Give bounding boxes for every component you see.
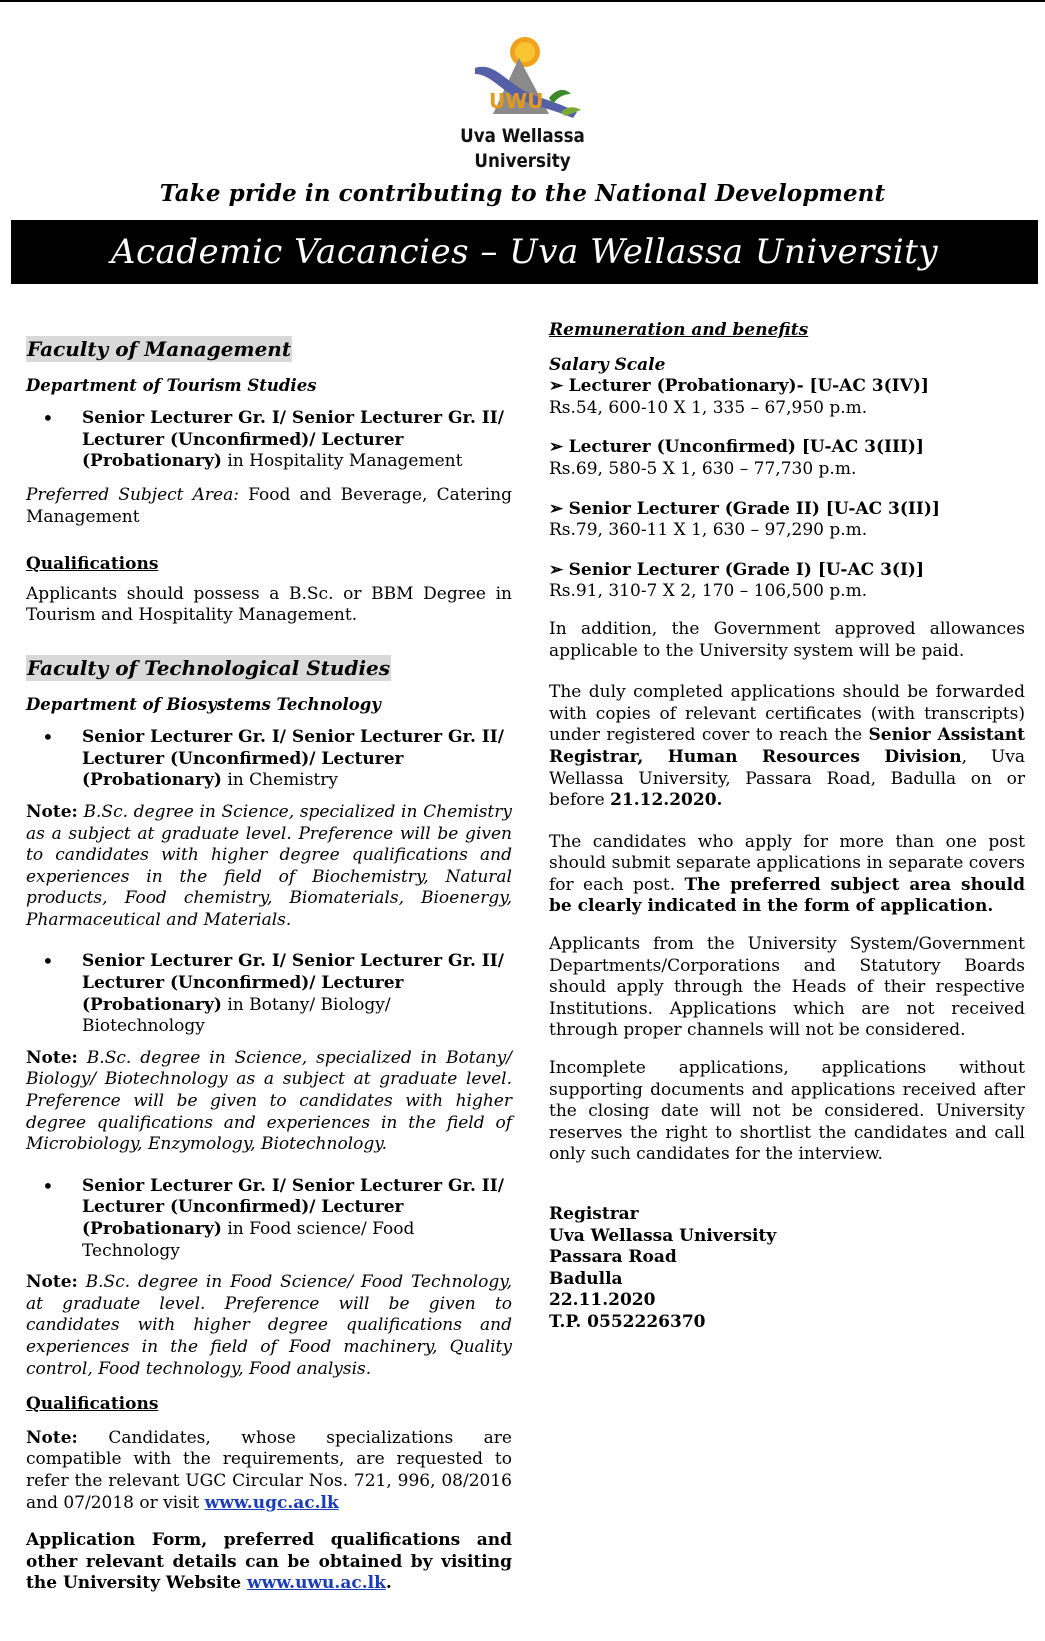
closing-date: 21.12.2020.: [610, 790, 723, 811]
forward-paragraph: The duly completed applications should be forwarded with copies of relevant certificates (with transcripts) under registered cover to reach the Senior Assistant Registrar, Human Resources Division, Uva Wellassa University, Passara Road, Badulla on or before 21.12.2020.: [549, 682, 1025, 811]
bullet-icon: •: [42, 725, 54, 750]
faculty-management-section: [26, 336, 512, 627]
bullet-icon: •: [42, 406, 54, 431]
post-item: [26, 951, 512, 1037]
title-banner: [11, 220, 1038, 284]
signoff-road: Passara Road: [549, 1247, 677, 1268]
post-note: [26, 802, 512, 932]
left-column: [26, 336, 512, 1595]
post-title: Senior Lecturer Gr. I/ Senior Lecturer Gr. II/ Lecturer (Unconfirmed)/ Lecturer (Probationary): [82, 1175, 504, 1239]
preferred-subject: [26, 485, 512, 528]
post-item: [26, 727, 512, 792]
post-title: Senior Lecturer Gr. I/ Senior Lecturer Gr. II/ Lecturer (Unconfirmed)/ Lecturer (Probationary): [82, 951, 504, 1015]
ugc-website-link[interactable]: www.ugc.ac.lk: [204, 1492, 339, 1513]
qualifications-note: [26, 1428, 512, 1514]
banner-title: Academic Vacancies – Uva Wellassa University: [110, 232, 939, 272]
application-form-text: Application Form, preferred qualifications and other relevant details can be obtained by visiting the University Website: [26, 1530, 512, 1594]
arrow-icon: ➢: [549, 498, 564, 519]
salary-scale-item: [549, 437, 1025, 480]
faculty-tech-heading: Faculty of Technological Studies: [27, 655, 391, 680]
post-note: [26, 1048, 512, 1156]
post-subject: in Food science/ Food Technology: [82, 1219, 415, 1261]
salary-scale-title: Senior Lecturer (Grade II) [U-AC 3(II)]: [568, 498, 940, 519]
remuneration-heading: Remuneration and benefits: [549, 320, 809, 340]
svg-text:UWU: UWU: [488, 89, 544, 113]
signoff-city: Badulla: [549, 1268, 623, 1289]
allowances-paragraph: In addition, the Government approved allowances applicable to the University system will be paid.: [549, 618, 1025, 661]
application-form-info: Application Form, preferred qualifications and other relevant details can be obtained by visiting the University Website www.uwu.ac.lk.: [26, 1530, 512, 1594]
qualifications-heading: Qualifications: [26, 1394, 159, 1415]
qualifications-text: Applicants should possess a B.Sc. or BBM Degree in Tourism and Hospitality Management.: [26, 583, 512, 626]
post-note: [26, 1272, 512, 1380]
signoff-block: [549, 1204, 1025, 1334]
note-label: Note:: [26, 1427, 78, 1448]
incomplete-applications-paragraph: Incomplete applications, applications without supporting documents and applications received after the closing date will not be considered. University reserves the right to shortlist the candidates and call only such candidates for the interview.: [549, 1058, 1025, 1165]
salary-scale-item: [549, 499, 1025, 542]
proper-channels-paragraph: Applicants from the University System/Government Departments/Corporations and Statutory Boards should apply through the Heads of their respective Institutions. Applications which are not received through proper channels will not be considered.: [549, 934, 1025, 1041]
post-item: [26, 1173, 512, 1262]
salary-scale-title: Lecturer (Unconfirmed) [U-AC 3(III)]: [568, 437, 924, 458]
note-text: B.Sc. degree in Science, specialized in Chemistry as a subject at graduate level. Preference will be given to candidates with higher degree qualifications and experiences in the field of Biochemistry, Natural products, Food chemistry, Biomaterials, Bioenergy, Pharmaceutical and Materials.: [26, 801, 512, 930]
note-label: Note:: [26, 801, 78, 822]
right-column: [549, 320, 1025, 1334]
preferred-text: Food and Beverage, Catering Management: [26, 484, 512, 527]
post-subject: in Chemistry: [221, 770, 338, 791]
dept-tourism-heading: Department of Tourism Studies: [26, 375, 317, 395]
qualifications-heading: Qualifications: [26, 554, 159, 575]
university-name-line2: University: [474, 150, 571, 172]
arrow-icon: ➢: [549, 559, 564, 580]
faculty-management-heading: Faculty of Management: [27, 337, 292, 361]
salary-scale-title: Lecturer (Probationary)- [U-AC 3(IV)]: [568, 376, 929, 397]
signoff-date: 22.11.2020: [549, 1290, 656, 1311]
note-text: B.Sc. degree in Science, specialized in Botany/ Biology/ Biotechnology as a subject at graduate level. Preference will be given to candidates with higher degree qualifications and experiences in the field of Microbiology, Enzymology, Biotechnology.: [26, 1047, 512, 1155]
uwu-website-link[interactable]: www.uwu.ac.lk: [246, 1573, 386, 1594]
salary-scale-value: Rs.79, 360-11 X 1, 630 – 97,290 p.m.: [549, 520, 868, 541]
salary-scale-value: Rs.91, 310-7 X 2, 170 – 106,500 p.m.: [549, 581, 868, 602]
faculty-tech-section: [26, 655, 512, 1595]
signoff-university: Uva Wellassa University: [549, 1225, 777, 1246]
salary-scale-value: Rs.54, 600-10 X 1, 335 – 67,950 p.m.: [549, 397, 868, 418]
uwu-logo-icon: [453, 28, 593, 124]
preferred-label: Preferred Subject Area:: [26, 484, 239, 505]
note-text: Candidates, whose specializations are compatible with the requirements, are requested to refer the relevant UGC Circular Nos. 721, 996, 08/2016 and 07/2018 or visit: [26, 1427, 512, 1513]
note-text: B.Sc. degree in Food Science/ Food Technology, at graduate level. Preference will be given to candidates with higher degree qualifications and experiences in the field of Food machinery, Quality control, Food technology, Food analysis.: [26, 1272, 512, 1379]
note-label: Note:: [26, 1272, 78, 1293]
post-item: [26, 408, 512, 473]
signoff-phone: T.P. 0552226370: [549, 1311, 706, 1332]
salary-scale-value: Rs.69, 580-5 X 1, 630 – 77,730 p.m.: [549, 458, 857, 479]
note-label: Note:: [26, 1047, 78, 1068]
salary-scale-title: Senior Lecturer (Grade I) [U-AC 3(I)]: [568, 559, 925, 580]
tagline: Take pride in contributing to the National Development: [159, 180, 886, 207]
hr-division: Senior Assistant Registrar, Human Resources Division: [549, 725, 1025, 767]
post-title: Senior Lecturer Gr. I/ Senior Lecturer Gr. II/ Lecturer (Unconfirmed)/ Lecturer (Probationary): [82, 727, 504, 791]
multiple-posts-paragraph: The candidates who apply for more than one post should submit separate applications in separate covers for each post. The preferred subject area should be clearly indicated in the form of application.: [549, 831, 1026, 917]
signoff-title: Registrar: [549, 1204, 639, 1224]
university-name-line1: Uva Wellassa: [460, 125, 585, 147]
arrow-icon: ➢: [549, 437, 564, 458]
salary-scale-label: Salary Scale: [549, 354, 666, 375]
salary-scale-item: [549, 560, 1025, 603]
post-subject: in Botany/ Biology/ Biotechnology: [82, 994, 391, 1037]
post-subject: in Hospitality Management: [221, 451, 463, 472]
bullet-icon: •: [42, 949, 54, 974]
top-border: [0, 0, 1045, 2]
dept-biosystems-heading: Department of Biosystems Technology: [26, 694, 381, 714]
bullet-icon: •: [42, 1173, 54, 1198]
arrow-icon: ➢: [549, 376, 564, 397]
salary-scale-item: [549, 376, 1025, 419]
university-logo: [0, 28, 1045, 174]
post-title: Senior Lecturer Gr. I/ Senior Lecturer Gr. II/ Lecturer (Unconfirmed)/ Lecturer (Probationary): [82, 408, 504, 472]
